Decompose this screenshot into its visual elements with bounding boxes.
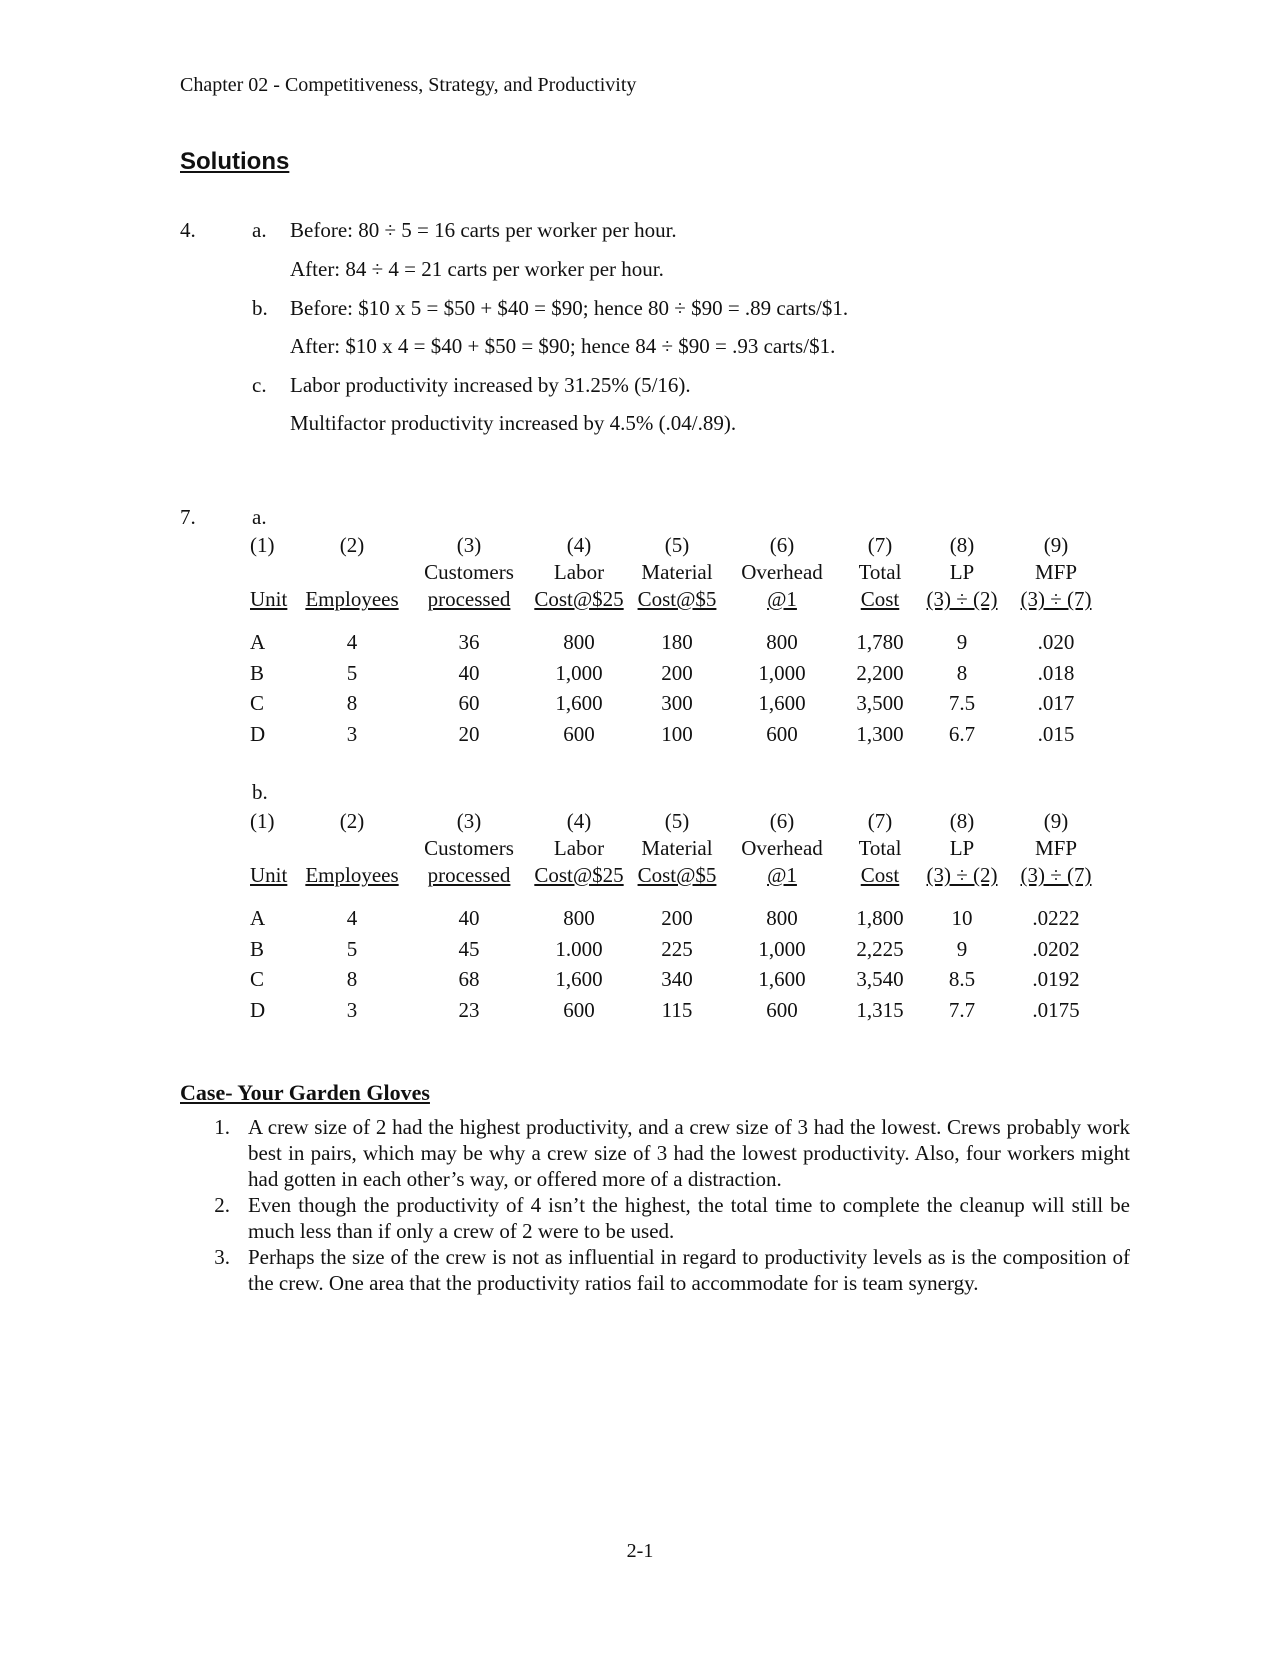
table-cell: 800 [563,906,595,930]
table-cell: 40 [458,906,480,930]
problem-4b-label: b. [252,296,268,320]
table-cell: 5 [346,936,358,961]
problem-4-number: 4. [180,218,196,242]
header-cell: (7) [867,533,893,557]
header-cell: (4) [566,533,592,557]
table-cell: .0222 [1032,906,1080,930]
header-cell: Overhead [741,836,823,860]
list-item [200,1244,1130,1296]
table-cell: .0202 [1032,936,1080,961]
table-row [250,719,1110,750]
table-cell: 40 [458,660,480,685]
header-cell: (8) [949,809,975,833]
header-cell: (9) [1043,809,1069,833]
list-item-text: Even though the productivity of 4 isn’t the highest, the total time to complete the cleanup will still be much less than if only a crew of 2 were to be used. [248,1193,1130,1243]
problem-4c-line-2: Multifactor productivity increased by 4.5% (.04/.89). [290,411,737,435]
table-cell: .020 [1037,630,1075,654]
table-row [250,995,1110,1026]
header-cell: LP [949,560,975,584]
table-cell: 1,780 [856,630,904,654]
table-cell: 340 [661,967,693,991]
list-item-text: A crew size of 2 had the highest productivity, and a crew size of 3 had the lowest. Crews probably work best in pairs, which may be why a crew size of 3 had the lowest productivity. Also, four workers might had gotten in each other’s way, or offered more of a distraction. [248,1115,1130,1191]
table-cell: .018 [1037,660,1075,685]
table-header-row [250,808,1110,835]
table-cell: 60 [458,691,480,715]
problem-7-number: 7. [180,505,196,529]
table-cell: 45 [458,936,480,961]
table-row [250,627,1110,658]
table-cell: 7.5 [948,691,976,715]
problem-4a-label: a. [252,218,267,242]
header-cell: (3) ÷ (2) [926,587,998,611]
table-row [250,688,1110,719]
table-cell: D [250,721,266,746]
table-row [250,658,1110,689]
header-cell: (4) [566,809,592,833]
header-cell: Cost@$5 [637,587,717,611]
table-cell: 1,600 [758,967,806,991]
header-cell: Employees [305,587,399,611]
header-cell: Customers [424,836,514,860]
header-cell [296,559,408,586]
header-cell: Material [641,836,713,860]
header-cell: (7) [867,809,893,833]
table-row [250,934,1110,965]
table-cell: 600 [766,997,798,1022]
table-cell: C [250,691,265,715]
header-cell: LP [949,836,975,860]
header-cell: Cost@$25 [534,863,624,887]
header-cell: MFP [1034,560,1078,584]
table-row [250,964,1110,995]
table-cell: 8 [346,967,358,991]
table-cell: 180 [661,630,693,654]
table-cell: 8 [346,691,358,715]
table-cell: 200 [661,660,693,685]
list-item-number: 3. [214,1245,230,1269]
table-cell: 1,000 [758,660,806,685]
table-cell: 600 [766,721,798,746]
problem-4b-line-1: Before: $10 x 5 = $50 + $40 = $90; hence 80 ÷ $90 = .89 carts/$1. [290,296,849,320]
table-cell: .017 [1037,691,1075,715]
header-cell: (8) [949,533,975,557]
list-item-number: 2. [214,1193,230,1217]
header-cell: (3) [456,533,482,557]
table-cell: C [250,967,265,991]
table-header-row [250,532,1110,559]
table-cell: 10 [951,906,973,930]
table-cell: .0175 [1032,997,1080,1022]
page-header: Chapter 02 - Competitiveness, Strategy, and Productivity [180,74,637,96]
table-cell: 115 [661,997,693,1022]
table-cell: 68 [458,967,480,991]
table-cell: A [250,630,266,654]
list-item-text: Perhaps the size of the crew is not as influential in regard to productivity levels as is the composition of the crew. One area that the productivity ratios fail to accommodate for is team synergy. [248,1245,1130,1295]
problem-4b-line-2: After: $10 x 4 = $40 + $50 = $90; hence 84 ÷ $90 = .93 carts/$1. [290,334,836,358]
table-row [250,903,1110,934]
table-cell: 800 [563,630,595,654]
header-cell: Cost [860,863,900,887]
table-header-row [250,862,1110,889]
header-cell: (5) [664,533,690,557]
table-cell: 1,315 [856,997,904,1022]
header-cell: (3) ÷ (2) [926,863,998,887]
list-item [200,1114,1130,1192]
table-cell: B [250,660,265,685]
header-cell: (3) [456,809,482,833]
problem-4c-label: c. [252,373,267,397]
table-cell: 225 [661,936,693,961]
table-header-row [250,835,1110,862]
table-cell: B [250,936,265,961]
table-cell: 7.7 [948,997,976,1022]
table-header-row [250,586,1110,613]
table-header-row [250,559,1110,586]
table-cell: 3 [346,997,358,1022]
table-7b [250,808,1110,1025]
table-cell: .0192 [1032,967,1080,991]
header-cell [250,559,296,586]
header-cell: (1) [250,533,275,557]
problem-4c-line-1: Labor productivity increased by 31.25% (5/16). [290,373,691,397]
table-cell: 8 [956,660,968,685]
header-cell: Cost@$5 [637,863,717,887]
problem-7a-label: a. [252,505,267,529]
header-cell: (3) ÷ (7) [1020,863,1092,887]
table-cell: 1,000 [758,936,806,961]
header-cell: Overhead [741,560,823,584]
table-cell: 36 [458,630,480,654]
table-cell: 2,200 [856,660,904,685]
table-cell: 300 [661,691,693,715]
header-cell: Total [858,836,902,860]
header-cell: processed [427,587,511,611]
table-cell: 100 [661,721,693,746]
table-cell: 4 [346,906,358,930]
table-cell: 1.000 [555,936,603,961]
table-cell: 1,600 [758,691,806,715]
table-cell: 2,225 [856,936,904,961]
table-cell: 3,540 [856,967,904,991]
header-cell: (5) [664,809,690,833]
header-cell: processed [427,863,511,887]
header-cell: @1 [767,587,797,611]
header-cell: Labor [553,560,605,584]
list-item [200,1192,1130,1244]
header-cell: (6) [769,533,795,557]
header-cell: Cost@$25 [534,587,624,611]
table-cell: 200 [661,906,693,930]
header-cell: (9) [1043,533,1069,557]
header-cell: MFP [1034,836,1078,860]
header-cell: Unit [250,587,288,611]
table-cell: 3,500 [856,691,904,715]
table-cell: 600 [563,997,595,1022]
table-cell: A [250,906,266,930]
table-cell: 9 [956,630,968,654]
header-cell [296,835,408,862]
header-cell: Total [858,560,902,584]
header-cell: Customers [424,560,514,584]
list-item-number: 1. [214,1115,230,1139]
table-cell: .015 [1037,721,1075,746]
header-cell: Material [641,560,713,584]
header-cell: (6) [769,809,795,833]
table-cell: 600 [563,721,595,746]
header-cell: Unit [250,863,288,887]
table-cell: 1,000 [555,660,603,685]
header-cell: (3) ÷ (7) [1020,587,1092,611]
table-cell: 800 [766,906,798,930]
table-cell: 1,300 [856,721,904,746]
header-cell [250,835,296,862]
table-cell: 1,800 [856,906,904,930]
header-cell: (2) [339,533,365,557]
table-cell: 5 [346,660,358,685]
table-cell: 1,600 [555,691,603,715]
table-cell: 3 [346,721,358,746]
table-cell: 4 [346,630,358,654]
problem-4a-line-2: After: 84 ÷ 4 = 21 carts per worker per hour. [290,257,664,281]
header-cell: Cost [860,587,900,611]
case-list [200,1114,1130,1296]
case-title: Case- Your Garden Gloves [180,1080,430,1105]
table-cell: 8.5 [948,967,976,991]
table-7a [250,532,1110,749]
header-cell: (1) [250,809,275,833]
table-cell: 6.7 [948,721,976,746]
table-cell: 1,600 [555,967,603,991]
table-cell: 800 [766,630,798,654]
problem-7b-label: b. [252,780,268,804]
header-cell: @1 [767,863,797,887]
table-cell: 20 [458,721,480,746]
table-cell: D [250,997,266,1022]
solutions-heading: Solutions [180,148,290,175]
header-cell: Employees [305,863,399,887]
page-number: 2-1 [626,1540,654,1562]
header-cell: Labor [553,836,605,860]
table-cell: 23 [458,997,480,1022]
header-cell: (2) [339,809,365,833]
table-cell: 9 [956,936,968,961]
problem-4a-line-1: Before: 80 ÷ 5 = 16 carts per worker per hour. [290,218,677,242]
